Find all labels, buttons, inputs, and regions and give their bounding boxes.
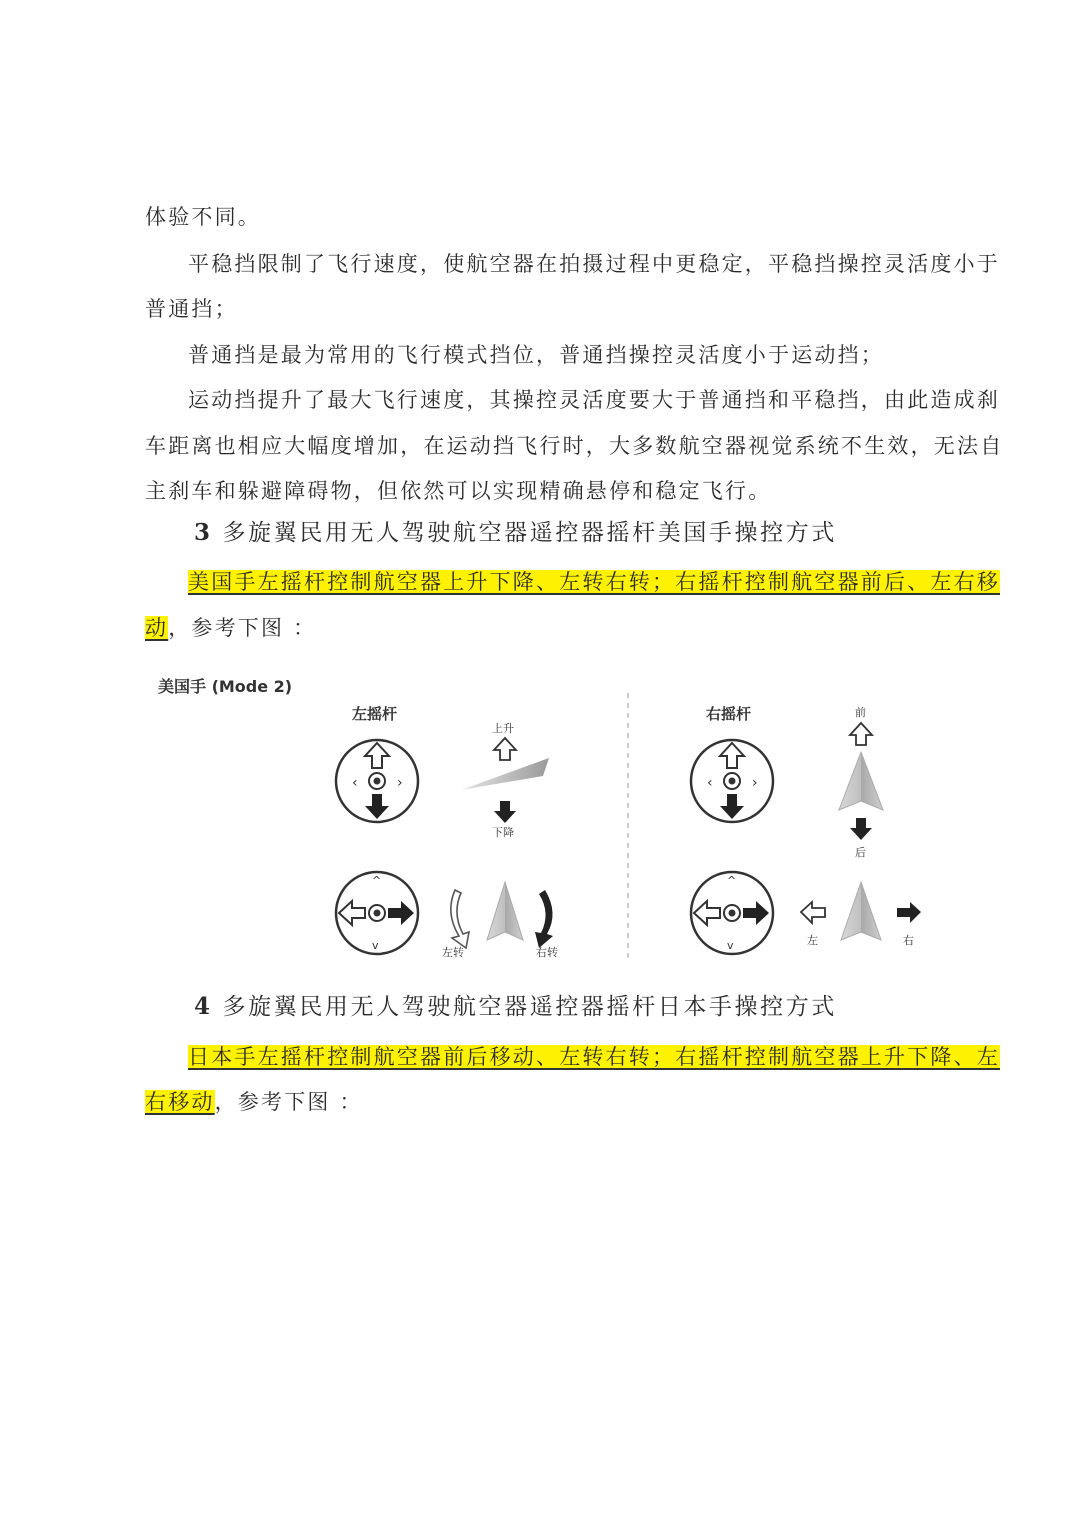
svg-text:v: v <box>727 939 734 952</box>
right-label: 右 <box>903 934 914 947</box>
svg-text:›: › <box>397 775 403 791</box>
svg-text:‹: ‹ <box>707 775 713 791</box>
paragraph-line: 体验不同。 <box>145 205 261 229</box>
highlighted-text: 美国手左摇杆控制航空器上升下降、左转右转；右摇杆控制航空器前后、左右移 <box>188 570 1000 594</box>
highlighted-text: 日本手左摇杆控制航空器前后移动、左转右转；右摇杆控制航空器上升下降、左 <box>188 1045 1000 1069</box>
right-stick-label: 右摇杆 <box>706 705 752 723</box>
highlighted-text: 右移动 <box>145 1090 215 1114</box>
paragraph-line: 平稳挡限制了飞行速度，使航空器在拍摄过程中更稳定，平稳挡操控灵活度小于 <box>188 252 1000 276</box>
turn-right-label: 右转 <box>536 946 558 959</box>
up-label: 上升 <box>492 722 514 735</box>
left-arrow-icon <box>801 902 825 923</box>
rotate-right-icon <box>535 890 553 948</box>
down-arrow-icon <box>494 801 516 823</box>
section-number: 4 <box>194 993 213 1020</box>
section-number: 3 <box>194 519 213 546</box>
mode-title: 美国手 (Mode 2) <box>158 677 293 696</box>
up-arrow-icon <box>494 738 516 760</box>
highlight-line <box>188 1043 1000 1071</box>
highlight-line <box>188 568 1000 596</box>
mode2-stick-diagram <box>155 668 935 968</box>
forward-label: 前 <box>855 706 866 719</box>
section-3-heading <box>194 514 837 547</box>
section-4-heading <box>194 988 837 1021</box>
section-title: 多旋翼民用无人驾驶航空器遥控器摇杆美国手操控方式 <box>222 520 837 546</box>
up-arrow-icon <box>850 723 872 745</box>
rotate-left-icon <box>451 890 469 948</box>
svg-text:‹: ‹ <box>352 775 358 791</box>
left-stick-yaw <box>336 872 418 954</box>
paragraph-line: 普通挡是最为常用的飞行模式挡位，普通挡操控灵活度小于运动挡； <box>188 343 884 367</box>
section-title: 多旋翼民用无人驾驶航空器遥控器摇杆日本手操控方式 <box>222 994 837 1020</box>
paragraph-line: 运动挡提升了最大飞行速度，其操控灵活度要大于普通挡和平稳挡，由此造成刹 <box>188 388 1000 412</box>
svg-text:›: › <box>752 775 758 791</box>
paragraph-line: 车距离也相应大幅度增加，在运动挡飞行时，大多数航空器视觉系统不生效，无法自 <box>145 434 1004 458</box>
left-stick-throttle <box>336 740 418 822</box>
right-stick-roll <box>691 872 773 954</box>
left-label: 左 <box>807 934 818 947</box>
turn-left-label: 左转 <box>442 946 464 959</box>
svg-text:^: ^ <box>372 874 382 887</box>
aircraft-icon <box>487 882 523 940</box>
paragraph-line <box>145 614 316 642</box>
down-arrow-icon <box>850 818 872 840</box>
svg-text:^: ^ <box>727 874 737 887</box>
paragraph-line: 主刹车和躲避障碍物，但依然可以实现精确悬停和稳定飞行。 <box>145 479 772 503</box>
highlighted-text: 动 <box>145 616 169 640</box>
svg-text:v: v <box>372 939 379 952</box>
aircraft-icon <box>839 752 883 810</box>
right-arrow-icon <box>897 902 921 923</box>
climb-wedge-icon <box>461 758 549 790</box>
paragraph-line: 普通挡； <box>145 297 238 321</box>
down-label: 下降 <box>492 826 514 839</box>
plain-text: ，参考下图 ： <box>214 1090 363 1114</box>
paragraph-line <box>145 1088 363 1116</box>
back-label: 后 <box>855 846 866 859</box>
right-stick-pitch <box>691 740 773 822</box>
left-stick-label: 左摇杆 <box>352 705 398 723</box>
plain-text: ，参考下图 ： <box>168 616 317 640</box>
aircraft-icon <box>841 882 881 940</box>
